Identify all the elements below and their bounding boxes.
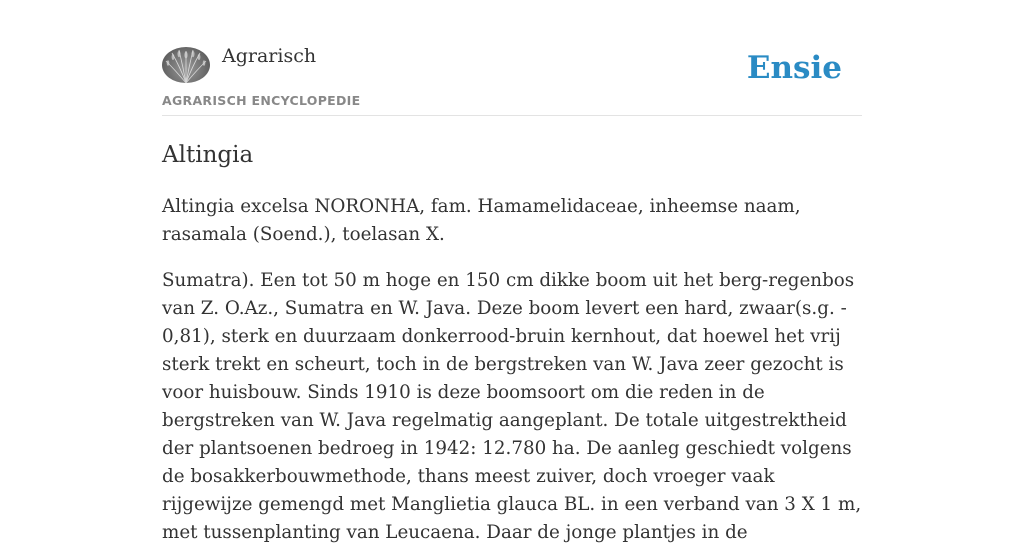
article-title: Altingia (162, 142, 254, 168)
article-paragraph: Sumatra). Een tot 50 m hoge en 150 cm dikke boom uit het berg-regenbos van Z. O.Az., Sumatra en W. Java. Deze boom levert een hard, zwaar(s.g. - 0,81), sterk en duurzaam donkerrood-bruin kernhout, dat hoewel het vrij sterk trekt en scheurt, toch in de bergstreken van W. Java zeer gezocht is voor huisbouw. Sinds 1910 is deze boomsoort om die reden in de bergstreken van W. Java regelmatig aangeplant. De totale uitgestrektheid der plantsoenen bedroeg in 1942: 12.780 ha. De aanleg geschiedt volgens de bosakkerbouwmethode, thans meest zuiver, doch vroeger vaak rijgewijze gemengd met Manglietia glauca BL. in een verband van 3 X 1 m, met tussenplanting van Leucaena. Daar de jonge plantjes in de (162, 270, 862, 543)
source-subtitle: AGRARISCH ENCYCLOPEDIE (162, 93, 361, 108)
brand-logo-link[interactable]: Ensie (746, 50, 842, 86)
wheat-sheaf-logo-icon[interactable] (162, 47, 210, 83)
source-name[interactable]: Agrarisch (222, 45, 317, 67)
content-container (162, 0, 862, 547)
article-paragraph: Altingia excelsa NORONHA, fam. Hamamelidaceae, inheemse naam, rasamala (Soend.), toelasan X. (162, 196, 801, 245)
header (162, 0, 862, 116)
